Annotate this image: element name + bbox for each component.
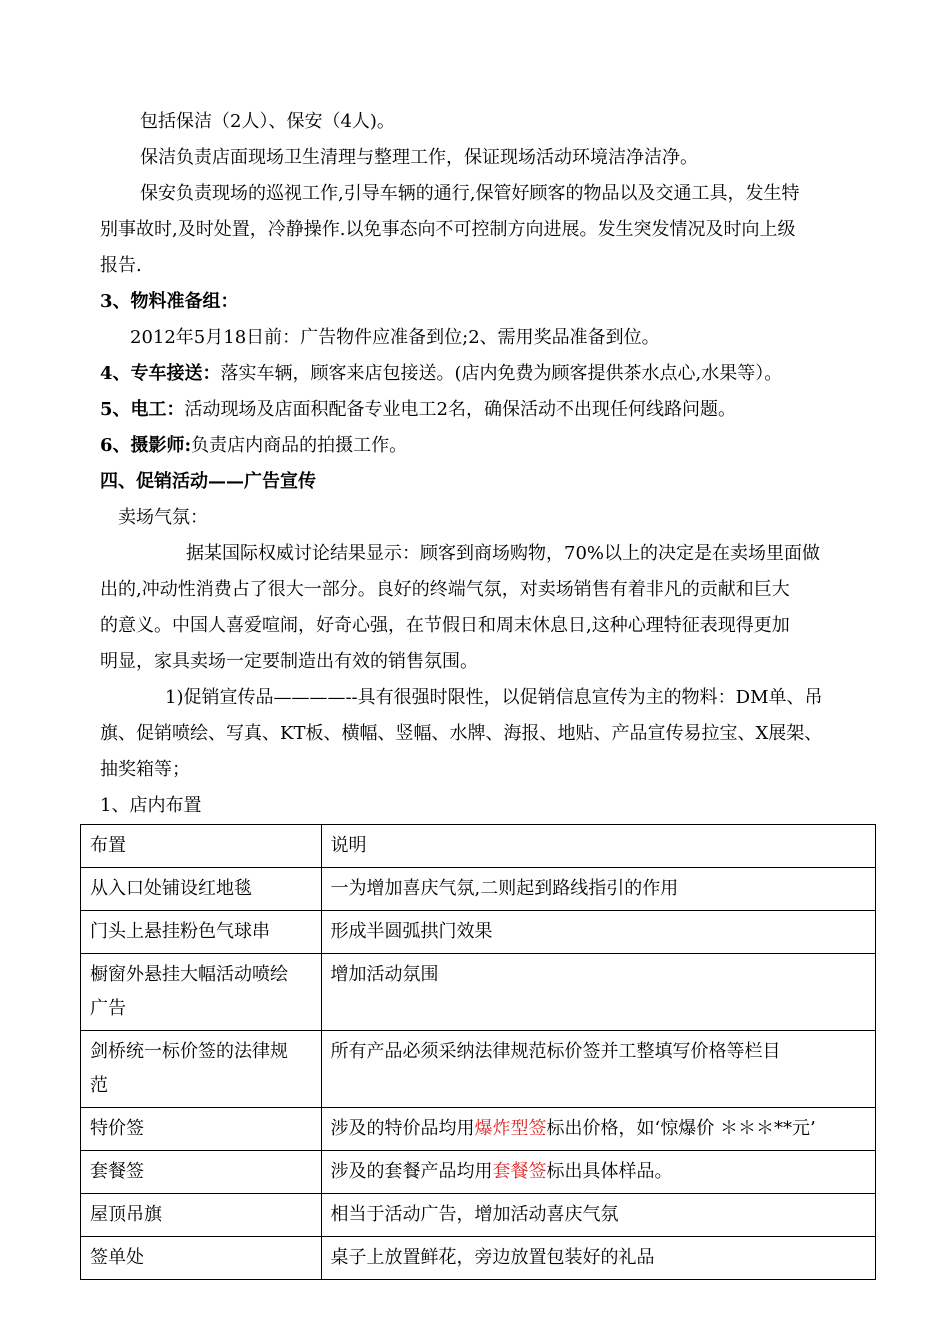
item-shuttle <box>100 362 782 386</box>
table-cell-description: 形成半圆弧拱门效果 <box>321 911 876 954</box>
table-cell-item-line1: 剑桥统一标价签的法律规 <box>90 1041 288 1062</box>
table-row <box>81 911 876 954</box>
paragraph-shuttle: 落实车辆，顾客来店包接送。(店内免费为顾客提供茶水点心,水果等）。 <box>220 363 783 384</box>
description-text: 标出具体样品。 <box>546 1161 673 1182</box>
table-row <box>81 1108 876 1151</box>
heading-materials-group: 3、物料准备组： <box>100 291 239 312</box>
store-layout-table <box>80 824 876 1280</box>
table-cell-item-line1: 橱窗外悬挂大幅活动喷绘 <box>90 964 288 985</box>
table-cell-item: 签单处 <box>81 1237 322 1280</box>
paragraph-security-duty-line3: 报告. <box>100 255 142 276</box>
table-cell-item: 门头上悬挂粉色气球串 <box>81 911 322 954</box>
paragraph-materials-list-line1: 1)促销宣传品————--具有很强时限性，以促销信息宣传为主的物料：DM单、吊 <box>165 687 823 708</box>
subheading-atmosphere: 卖场气氛： <box>118 507 208 528</box>
paragraph-electrician: 活动现场及店面积配备专业电工2名，确保活动不出现任何线路问题。 <box>184 399 736 420</box>
table-cell-description: 增加活动氛围 <box>321 954 876 1031</box>
description-text: 标出价格，如‘惊爆价 ＊＊＊**元’ <box>546 1118 816 1139</box>
table-row <box>81 1031 876 1108</box>
table-cell-item: 套餐签 <box>81 1151 322 1194</box>
table-header-description: 说明 <box>321 825 876 868</box>
table-cell-item <box>81 954 322 1031</box>
table-cell-item-line2: 范 <box>90 1075 108 1096</box>
table-cell-description: 桌子上放置鲜花，旁边放置包装好的礼品 <box>321 1237 876 1280</box>
table-cell-item-line2: 广告 <box>90 998 126 1019</box>
table-cell-item: 从入口处铺设红地毯 <box>81 868 322 911</box>
table-cell-item: 特价签 <box>81 1108 322 1151</box>
table-row <box>81 954 876 1031</box>
item-electrician <box>100 398 736 422</box>
paragraph-materials-list-line2: 旗、促销喷绘、写真、KT板、横幅、竖幅、水牌、海报、地贴、产品宣传易拉宝、X展架、 <box>100 723 823 744</box>
table-header-layout: 布置 <box>81 825 322 868</box>
paragraph-research-line1: 据某国际权威讨论结果显示：顾客到商场购物，70%以上的决定是在卖场里面做 <box>186 543 821 564</box>
heading-photographer: 6、摄影师: <box>100 435 192 456</box>
table-row <box>81 1237 876 1280</box>
table-row <box>81 868 876 911</box>
paragraph-cleaning-security: 包括保洁（2人）、保安（4人)。 <box>140 111 395 132</box>
table-row <box>81 1151 876 1194</box>
table-row <box>81 1194 876 1237</box>
table-cell-description <box>321 1151 876 1194</box>
paragraph-security-duty-line2: 别事故时,及时处置，冷静操作.以免事态向不可控制方向进展。发生突发情况及时向上级 <box>100 219 796 240</box>
table-header-row <box>81 825 876 868</box>
paragraph-research-line3: 的意义。中国人喜爱喧闹，好奇心强，在节假日和周末休息日,这种心理特征表现得更加 <box>100 615 790 636</box>
paragraph-photographer: 负责店内商品的拍摄工作。 <box>191 435 408 456</box>
paragraph-research-line4: 明显，家具卖场一定要制造出有效的销售氛围。 <box>100 651 478 672</box>
table-cell-description <box>321 1108 876 1151</box>
highlighted-term: 爆炸型签 <box>474 1118 547 1139</box>
list-title-store-layout: 1、店内布置 <box>100 795 202 816</box>
table-cell-description: 所有产品必须采纳法律规范标价签并工整填写价格等栏目 <box>321 1031 876 1108</box>
heading-shuttle: 4、专车接送： <box>100 363 221 384</box>
highlighted-term: 套餐签 <box>492 1161 547 1182</box>
heading-electrician: 5、电工： <box>100 399 185 420</box>
table-cell-description: 相当于活动广告，增加活动喜庆气氛 <box>321 1194 876 1237</box>
table-cell-description: 一为增加喜庆气氛,二则起到路线指引的作用 <box>321 868 876 911</box>
paragraph-cleaning-duty: 保洁负责店面现场卫生清理与整理工作，保证现场活动环境洁净洁净。 <box>140 147 698 168</box>
description-text: 涉及的套餐产品均用 <box>330 1161 493 1182</box>
paragraph-materials-list-line3: 抽奖箱等； <box>100 759 190 780</box>
description-text: 涉及的特价品均用 <box>330 1118 475 1139</box>
table-cell-item: 屋顶吊旗 <box>81 1194 322 1237</box>
paragraph-research-line2: 出的,冲动性消费占了很大一部分。良好的终端气氛，对卖场销售有着非凡的贡献和巨大 <box>100 579 790 600</box>
paragraph-security-duty-line1: 保安负责现场的巡视工作,引导车辆的通行,保管好顾客的物品以及交通工具，发生特 <box>140 183 800 204</box>
item-photographer <box>100 434 407 458</box>
paragraph-materials: 2012年5月18日前：广告物件应准备到位;2、需用奖品准备到位。 <box>130 327 660 348</box>
table-cell-item <box>81 1031 322 1108</box>
section-heading-promotion: 四、促销活动——广告宣传 <box>100 471 316 492</box>
